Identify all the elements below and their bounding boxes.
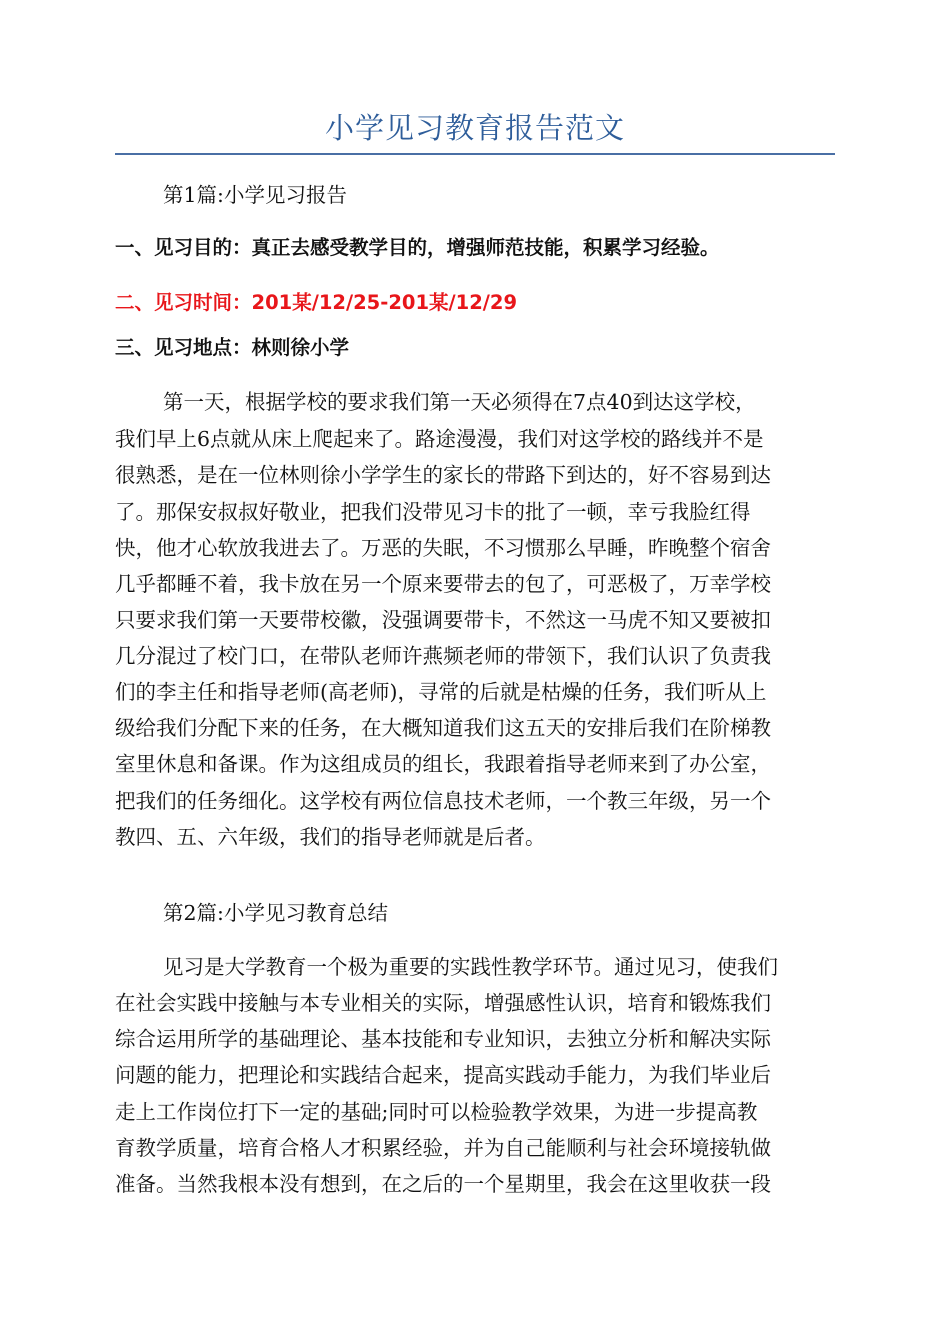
- paragraph-2-line: 走上工作岗位打下一定的基础;同时可以检验教学效果，为进一步提高教: [115, 1100, 758, 1124]
- paragraph-1-line: 室里休息和备课。作为这组成员的组长，我跟着指导老师来到了办公室，: [115, 752, 771, 776]
- paragraph-1-line: 第一天，根据学校的要求我们第一天必须得在7点40到达这学校，: [163, 390, 756, 414]
- paragraph-1-line: 教四、五、六年级，我们的指导老师就是后者。: [115, 825, 546, 849]
- section-1-title: 第1篇:小学见习报告: [163, 183, 347, 207]
- paragraph-2-line: 在社会实践中接触与本专业相关的实际，增强感性认识，培育和锻炼我们: [115, 991, 771, 1015]
- paragraph-2-line: 准备。当然我根本没有想到，在之后的一个星期里，我会在这里收获一段: [115, 1172, 771, 1196]
- paragraph-1-line: 级给我们分配下来的任务，在大概知道我们这五天的安排后我们在阶梯教: [115, 716, 771, 740]
- paragraph-1-line: 很熟悉，是在一位林则徐小学学生的家长的带路下到达的，好不容易到达: [115, 463, 771, 487]
- paragraph-1-line: 我们早上6点就从床上爬起来了。路途漫漫，我们对这学校的路线并不是: [115, 427, 764, 451]
- paragraph-2-line: 综合运用所学的基础理论、基本技能和专业知识，去独立分析和解决实际: [115, 1027, 771, 1051]
- paragraph-1-line: 们的李主任和指导老师(高老师)，寻常的后就是枯燥的任务，我们听从上: [115, 680, 767, 704]
- paragraph-1-line: 了。那保安叔叔好敬业，把我们没带见习卡的批了一顿，幸亏我脸红得: [115, 500, 751, 524]
- heading-location: 三、见习地点：林则徐小学: [115, 336, 350, 359]
- paragraph-1-line: 只要求我们第一天要带校徽，没强调要带卡，不然这一马虎不知又要被扣: [115, 608, 771, 632]
- paragraph-2-line: 见习是大学教育一个极为重要的实践性教学环节。通过见习，使我们: [163, 955, 778, 979]
- paragraph-2-line: 问题的能力，把理论和实践结合起来，提高实践动手能力，为我们毕业后: [115, 1063, 771, 1087]
- heading-purpose: 一、见习目的：真正去感受教学目的，增强师范技能，积累学习经验。: [115, 236, 720, 259]
- paragraph-1-line: 几乎都睡不着，我卡放在另一个原来要带去的包了，可恶极了，万幸学校: [115, 572, 771, 596]
- paragraph-1-line: 快，他才心软放我进去了。万恶的失眠，不习惯那么早睡，昨晚整个宿舍: [115, 536, 771, 560]
- paragraph-2-line: 育教学质量，培育合格人才积累经验，并为自己能顺利与社会环境接轨做: [115, 1136, 771, 1160]
- paragraph-1-line: 把我们的任务细化。这学校有两位信息技术老师，一个教三年级，另一个: [115, 789, 771, 813]
- heading-time: 二、见习时间：201某/12/25-201某/12/29: [115, 291, 518, 314]
- document-title: 小学见习教育报告范文: [324, 111, 625, 145]
- title-underline: [115, 153, 835, 155]
- section-2-title: 第2篇:小学见习教育总结: [163, 901, 388, 925]
- paragraph-1-line: 几分混过了校门口，在带队老师许燕频老师的带领下，我们认识了负责我: [115, 644, 771, 668]
